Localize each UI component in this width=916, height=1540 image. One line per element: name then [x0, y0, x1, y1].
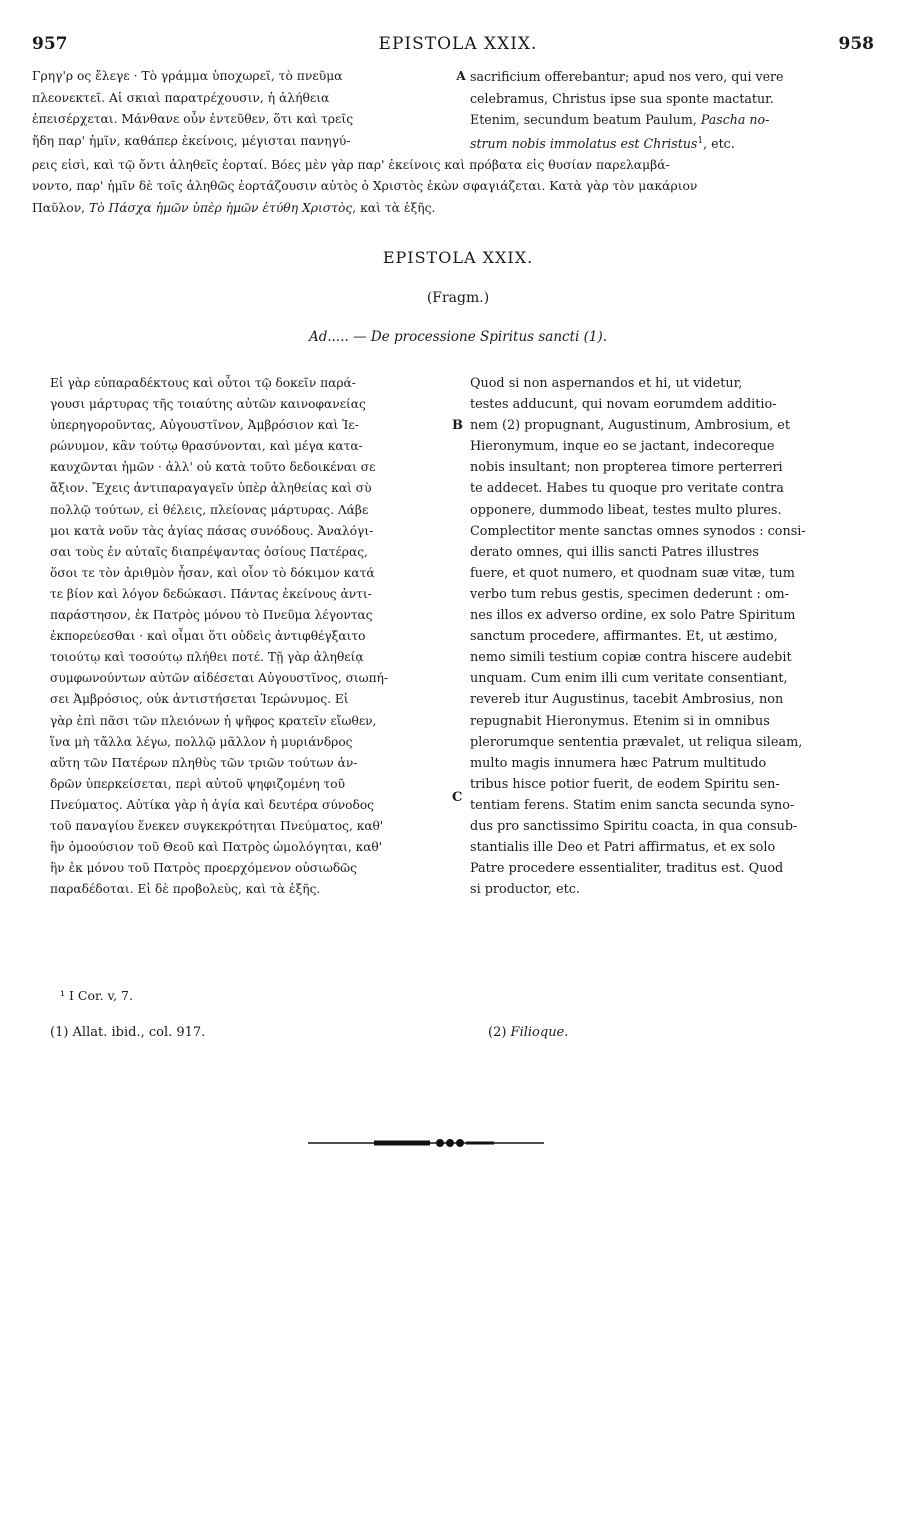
latin-line: dus pro sanctissimo Spiritu coacta, in qua consub- [470, 818, 798, 834]
latin-line [470, 131, 882, 155]
latin-line: sanctum procedere, affirmantes. Et, ut æstimo, [470, 629, 778, 645]
latin-italic-quote-end: strum nobis immolatus est Christus [470, 135, 698, 151]
greek-text: Παῦλον, [32, 200, 89, 215]
preceding-epistle-end [32, 66, 882, 219]
latin-line: fuere, et quot numero, et quodnam suæ vitæ, tum [470, 565, 795, 581]
greek-full-line [32, 198, 882, 220]
greek-line: τοιούτῳ καὶ τοσούτῳ πλήθει ποτέ. Τῇ γὰρ ἀληθείᾳ [50, 650, 364, 665]
greek-line: ἵνα μὴ τἄλλα λέγω, πολλῷ μᾶλλον ἡ μυριάνδρος [50, 734, 353, 749]
end-ornament [308, 1136, 544, 1150]
footnote-ref: 1 [697, 135, 704, 146]
greek-line: ἤδη παρ' ἡμῖν, καθάπερ ἐκείνοις, μέγισται πανηγύ- [32, 133, 351, 148]
latin-line: celebramus, Christus ipse sua sponte mactatur. [470, 90, 774, 106]
latin-line: nemo simili testium copiæ contra hiscere audebit [470, 650, 792, 666]
page-number-right: 958 [838, 34, 874, 54]
greek-line: Εἰ γὰρ εὐπαραδέκτους καὶ οὗτοι τῷ δοκεῖν παρά- [50, 376, 356, 390]
greek-line: τε βίον καὶ λόγον δεδώκασι. Πάντας ἐκείνους ἀντι- [50, 586, 372, 601]
latin-line: repugnabit Hieronymus. Etenim si in omnibus [470, 713, 770, 729]
greek-line: ἐκπορεύεσθαι · καὶ οἶμαι ὅτι οὐδεὶς ἀντιφθέγξαιτο [50, 629, 366, 644]
latin-continuation [470, 66, 882, 155]
scripture-footnote: ¹ I Cor. v, 7. [60, 988, 133, 1003]
greek-line: σαι τοὺς ἐν αὐταῖς διαπρέψαντας ὁσίους Πατέρας, [50, 544, 368, 559]
greek-full-line: νοντο, παρ' ἡμῖν δὲ τοῖς ἀληθῶς ἑορτάζουσιν αὐτὸς ὁ Χριστὸς ἑκὼν σφαγιάζεται. Κατὰ γὰρ τὸν μακάριον [32, 179, 698, 194]
greek-line: παραδέδοται. Εἰ δὲ προβολεὺς, καὶ τὰ ἑξῆς. [50, 882, 321, 897]
latin-line: Complectitor mente sanctas omnes synodos : consi- [470, 523, 806, 539]
greek-line: Πνεύματος. Αὐτίκα γὰρ ἡ ἁγία καὶ δευτέρα σύνοδος [50, 797, 375, 812]
margin-letter-c: C [452, 790, 463, 805]
greek-line: ρώνυμον, κἂν τούτῳ θρασύνονται, καὶ μέγα κατα- [50, 439, 363, 454]
fragment-label: (Fragm.) [426, 290, 490, 306]
latin-line: nes illos ex adverso ordine, ex solo Patre Spiritum [470, 608, 796, 624]
greek-line: μοι κατὰ νοῦν τὰς ἁγίας πάσας συνόδους. Ἀναλόγι- [50, 523, 374, 538]
greek-line: ἐπεισέρχεται. Μάνθανε οὖν ἐντεῦθεν, ὅτι καὶ τρεῖς [32, 112, 354, 127]
epistle-subtitle: Ad..... — De processione Spiritus sancti (1). [308, 329, 608, 345]
footnote-left: (1) Allat. ibid., col. 917. [50, 1025, 206, 1040]
latin-line: nobis insultant; non propterea timore perterreri [470, 460, 783, 476]
greek-line: δρῶν ὑπερκείσεται, περὶ αὐτοῦ ψηφιζομένη τοῦ [50, 776, 346, 791]
latin-line: te addecet. Habes tu quoque pro veritate contra [470, 481, 784, 497]
greek-line: ὑπερηγοροῦντας, Αὐγουστῖνον, Ἀμβρόσιον καὶ Ἱε- [50, 418, 359, 433]
latin-line: si productor, etc. [470, 882, 580, 898]
epistle-title: EPISTOLA XXIX. [382, 248, 534, 267]
greek-line: ἣν ὁμοούσιον τοῦ Θεοῦ καὶ Πατρὸς ὡμολόγηται, καθ' [50, 840, 383, 855]
footnote-right-number: (2) [488, 1025, 511, 1040]
footnote-right [488, 1025, 568, 1040]
latin-line-text: Etenim, secundum beatum Paulum, [470, 112, 701, 128]
latin-line: opponere, dummodo libeat, testes multo plures. [470, 502, 782, 518]
greek-line: συμφωνούντων αὐτῶν αἰδέσεται Αὐγουστῖνος, σιωπή- [50, 671, 389, 686]
running-header-title: EPISTOLA XXIX. [378, 34, 538, 54]
latin-line: multo magis innumera hæc Patrum multitudo [470, 755, 767, 771]
latin-line: tentiam ferens. Statim enim sancta secunda syno- [470, 797, 795, 813]
greek-text-column [50, 373, 452, 900]
margin-letter-a: A [456, 69, 466, 83]
latin-line: unquam. Cum enim illi cum veritate consentiant, [470, 671, 788, 687]
latin-line: derato omnes, qui illis sancti Patres illustres [470, 544, 759, 560]
margin-letter-b: B [452, 418, 463, 433]
latin-text-column [470, 373, 880, 900]
latin-line: testes adducunt, qui novam eorumdem additio- [470, 397, 777, 413]
greek-line: γουσι μάρτυρας τῆς τοιαύτης αὐτῶν καινοφανείας [50, 397, 366, 412]
greek-italic-quote: Τὸ Πάσχα ἡμῶν ὑπὲρ ἡμῶν ἐτύθη Χριστὸς [89, 200, 353, 215]
latin-line: revereb itur Augustinus, tacebit Ambrosius, non [470, 692, 784, 708]
latin-line: Patre procedere essentialiter, traditus est. Quod [470, 861, 784, 877]
greek-text: , καὶ τὰ ἑξῆς. [352, 200, 436, 215]
greek-line: Γρηγ'ρ ος ἔλεγε · Τὸ γράμμα ὑποχωρεῖ, τὸ πνεῦμα [32, 69, 343, 83]
latin-line: stantialis ille Deo et Patri affirmatus, et ex solo [470, 840, 776, 856]
greek-line: αὕτη τῶν Πατέρων πληθὺς τῶν τριῶν τούτων ἀν- [50, 755, 358, 770]
page-number-left: 957 [32, 34, 68, 54]
greek-line: ἄξιον. Ἔχεις ἀντιπαραγαγεῖν ὑπὲρ ἀληθείας καὶ σὺ [50, 481, 372, 496]
greek-line: γὰρ ἐπὶ πᾶσι τῶν πλειόνων ἡ ψῆφος κρατεῖν εἴωθεν, [50, 713, 377, 728]
greek-line: πολλῷ τούτων, εἰ θέλεις, πλείονας μάρτυρας. Λάβε [50, 502, 369, 517]
latin-line: sacrificium offerebantur; apud nos vero, qui vere [470, 69, 784, 84]
footnote-right-text: Filioque. [510, 1025, 569, 1040]
latin-italic-quote: Pascha no- [700, 112, 770, 128]
greek-continuation [32, 66, 452, 155]
latin-tail: , etc. [703, 135, 735, 151]
greek-line: σει Ἀμβρόσιος, οὐκ ἀντιστήσεται Ἱερώνυμος. Εἰ [50, 692, 349, 707]
greek-line: ὅσοι τε τὸν ἀριθμὸν ἦσαν, καὶ οἷον τὸ δόκιμον κατά [50, 565, 375, 580]
greek-line: πλεονεκτεῖ. Αἱ σκιαὶ παρατρέχουσιν, ἡ ἀλήθεια [32, 90, 330, 105]
greek-line: παράστησον, ἐκ Πατρὸς μόνου τὸ Πνεῦμα λέγοντας [50, 608, 373, 623]
latin-line: nem (2) propugnant, Augustinum, Ambrosium, et [470, 418, 790, 434]
greek-line: καυχῶνται ἡμῶν · ἀλλ' οὐ κατὰ τοῦτο δεδοικέναι σε [50, 460, 376, 475]
greek-full-line: ρεις εἰσὶ, καὶ τῷ ὄντι ἀληθεῖς ἑορταί. Βόες μὲν γὰρ παρ' ἐκείνοις καὶ πρόβατα εἰς θυσίαν παρελαμβά- [32, 157, 670, 172]
greek-line: ἣν ἐκ μόνου τοῦ Πατρὸς προερχόμενον οὐσιωδῶς [50, 861, 357, 876]
latin-line: plerorumque sententia prævalet, ut reliqua sileam, [470, 734, 803, 750]
latin-line: Quod si non aspernandos et hi, ut videtur, [470, 376, 743, 391]
greek-line: τοῦ παναγίου ἕνεκεν συγκεκρότηται Πνεύματος, καθ' [50, 818, 384, 833]
latin-line: tribus hisce potior fuerit, de eodem Spiritu sen- [470, 776, 780, 792]
latin-line [470, 109, 882, 131]
latin-line: verbo tum rebus gestis, specimen dederunt : om- [470, 586, 789, 602]
latin-line: Hieronymum, inque eo se jactant, indecoreque [470, 439, 775, 455]
